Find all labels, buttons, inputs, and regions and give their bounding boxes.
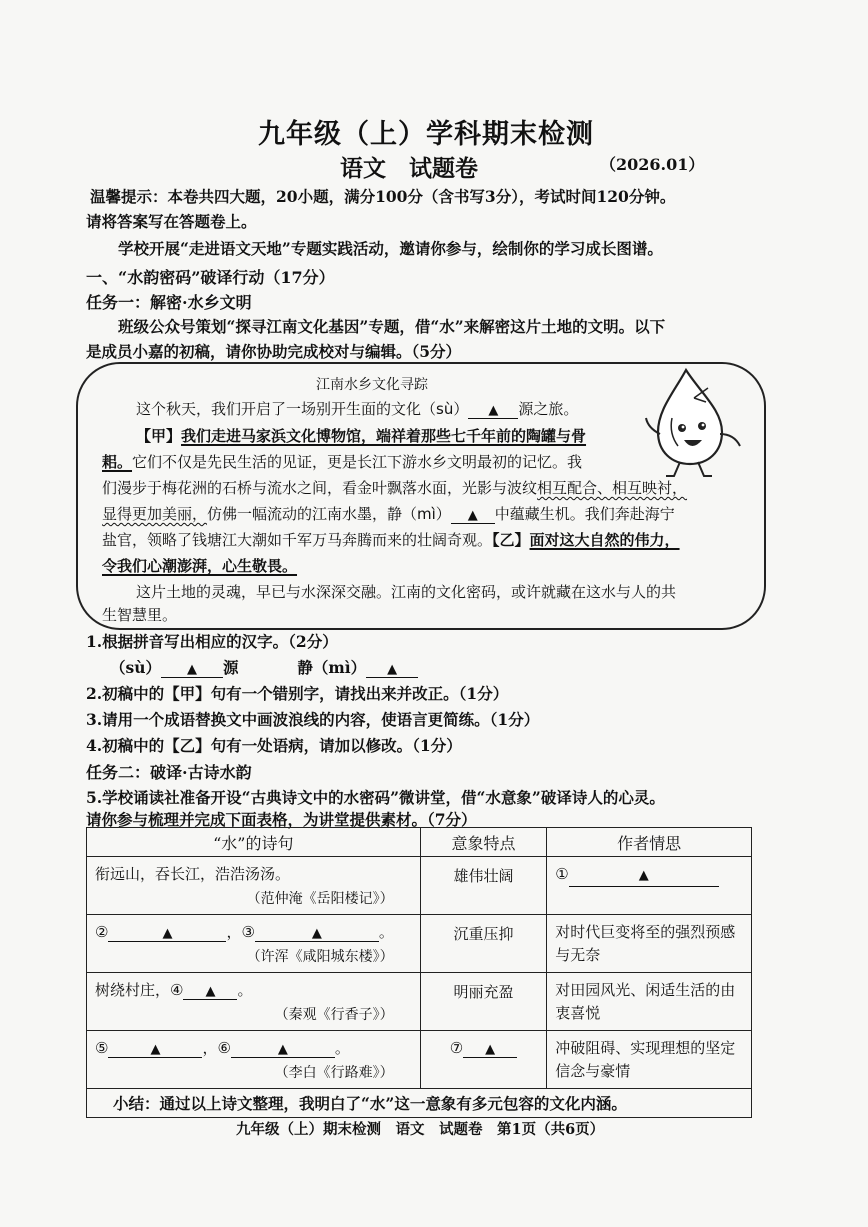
table-summary-row (87, 1089, 752, 1118)
task-1-heading: 任务一：解密·水乡文明 (86, 293, 252, 312)
poem-blanks-2-3: ② ▲ ，③ ▲ 。 (95, 923, 394, 941)
answer-blank-1 (569, 863, 719, 887)
draft-p3-text: 们漫步于梅花洲的石桥与流水之间，看金叶飘落水面，光影与波纹 (102, 479, 538, 497)
poem-cell (87, 915, 421, 973)
feature-cell (420, 973, 547, 1031)
mark-6: ⑥ (217, 1039, 231, 1057)
blank-su (468, 400, 518, 419)
feature-blank-7 (429, 1039, 539, 1058)
q1-blank-su (161, 658, 223, 678)
blank-mark: ▲ (187, 662, 197, 677)
draft-p4-text: 仿佛一幅流动的江南水墨，静（mì） (207, 505, 451, 523)
table-row (87, 1031, 752, 1089)
poem-table (86, 827, 752, 1118)
mark-5: ⑤ (95, 1039, 109, 1057)
table-row (87, 857, 752, 915)
mark-4: ④ (170, 981, 184, 999)
poem-source: （许浑《咸阳城东楼》） (246, 949, 394, 965)
feature-cell (420, 1031, 547, 1089)
table-row (87, 973, 752, 1031)
blank-mark: ▲ (311, 926, 322, 941)
blank-mark: ▲ (162, 926, 173, 941)
q1-blank-mi (366, 658, 418, 678)
table-header-emotion: 作者情思 (547, 828, 752, 857)
yi-label: 【乙】 (492, 531, 530, 549)
mark-3: ③ (241, 923, 255, 941)
table-header-feature: 意象特点 (420, 828, 547, 857)
draft-line-8: 这片土地的灵魂，早已与水深深交融。江南的文化密码，或许就藏在这水与人的共 (136, 583, 677, 601)
feature-cell (420, 915, 547, 973)
table-header-row (87, 828, 752, 857)
emotion-blank-1 (555, 863, 743, 887)
task-2-heading: 任务二：破译·古诗水韵 (86, 763, 252, 782)
task-1-desc-line-1: 班级公众号策划“探寻江南文化基因”专题，借“水”来解密这片土地的文明。以下 (118, 317, 666, 336)
answer-blank-7 (463, 1039, 517, 1058)
answer-blank-2 (108, 923, 226, 942)
jia-label: 【甲】 (136, 427, 182, 445)
draft-p5-text: 盐官，领略了钱塘江大潮如千军万马奔腾而来的壮阔奇观。 (102, 531, 493, 549)
poem-cell (87, 1031, 421, 1089)
q1-pinyin-mi: 静（mì） (297, 658, 367, 677)
table-header-poem: “水”的诗句 (87, 828, 421, 857)
blank-mark: ▲ (387, 662, 398, 677)
poem-source: （李白《行路难》） (274, 1065, 394, 1081)
answer-blank-4 (183, 981, 237, 1000)
question-5-line-2: 请你参与梳理并完成下面表格，为讲堂提供素材。（7分） (86, 810, 477, 829)
blank-mark: ▲ (277, 1042, 288, 1057)
task-1-desc-line-2: 是成员小嘉的初稿，请你协助完成校对与编辑。（5分） (86, 342, 462, 361)
blank-mark: ▲ (467, 508, 478, 523)
water-drop-mascot-icon (636, 362, 746, 480)
answer-blank-5 (108, 1039, 202, 1058)
feature-text: 明丽充盈 (453, 983, 514, 1001)
yi-sentence: 面对这大自然的伟力， (529, 531, 680, 549)
emotion-cell (547, 915, 752, 973)
section-1-heading: 一、“水韵密码”破译行动（17分） (86, 268, 335, 287)
feature-text: 沉重压抑 (453, 925, 514, 943)
poem-source: （范仲淹《岳阳楼记》） (246, 891, 394, 907)
question-4: 4.初稿中的【乙】句有一处语病，请加以修改。（1分） (86, 736, 462, 755)
question-5-line-1: 5.学校诵读社准备开设“古典诗文中的水密码”微讲堂，借“水意象”破译诗人的心灵。 (86, 788, 665, 807)
table-summary: 小结：通过以上诗文整理，我明白了“水”这一意象有多元包容的文化内涵。 (87, 1089, 752, 1118)
wavy-phrase-a: 相互配合、相互映衬， (537, 479, 688, 497)
emotion-text: 对时代巨变将至的强烈预感与无奈 (555, 923, 736, 964)
draft-line-4 (102, 477, 687, 498)
emotion-cell (547, 973, 752, 1031)
blank-mark: ▲ (150, 1042, 161, 1057)
draft-p2-text: 它们不仅是先民生活的见证，更是长江下游水乡文明最初的记忆。我 (132, 453, 583, 471)
draft-p4-end: 中蕴藏生机。我们奔赴海宁 (494, 505, 675, 523)
draft-line-5 (102, 503, 675, 524)
blank-mark: ▲ (638, 868, 649, 883)
poem-blanks-5-6: ⑤ ▲ ，⑥ ▲ 。 (95, 1039, 350, 1057)
jia-sentence: 我们走进马家浜文化博物馆，端祥着那些七千年前的陶罐与骨 (181, 427, 587, 445)
blank-mark: ▲ (205, 984, 216, 999)
emotion-text: 冲破阻碍、实现理想的坚定信念与豪情 (555, 1039, 736, 1080)
question-1: 1.根据拼音写出相应的汉字。（2分） (86, 632, 338, 651)
q1-pinyin-su: （sù） (110, 658, 161, 677)
q1-yuan: 源 (223, 658, 239, 677)
blank-mark: ▲ (485, 1042, 496, 1057)
draft-line-1 (136, 398, 578, 419)
notice-line-1: 温馨提示：本卷共四大题，20小题，满分100分（含书写3分），考试时间120分钟。 (90, 187, 676, 206)
feature-text: 雄伟壮阔 (453, 867, 514, 885)
jia-sentence-end: 耜。 (102, 453, 133, 471)
exam-title: 九年级（上）学科期末检测 (258, 119, 594, 150)
draft-line-9: 生智慧里。 (102, 606, 178, 624)
draft-title: 江南水乡文化寻踪 (316, 377, 428, 393)
emotion-cell (547, 857, 752, 915)
poem-cell (87, 973, 421, 1031)
yi-sentence-end: 令我们心潮澎湃，心生敬畏。 (102, 557, 298, 575)
question-2: 2.初稿中的【甲】句有一个错别字，请找出来并改正。（1分） (86, 684, 509, 703)
wavy-phrase-b: 显得更加美丽， (102, 505, 208, 523)
draft-line-6 (102, 529, 680, 550)
table-row (87, 915, 752, 973)
feature-cell (420, 857, 547, 915)
exam-date: （2026.01） (600, 155, 705, 174)
emotion-text: 对田园风光、闲适生活的由衷喜悦 (555, 981, 736, 1022)
mark-7: ⑦ (449, 1039, 464, 1057)
poem-source: （秦观《行香子》） (274, 1007, 394, 1023)
poem-blank-4: 树绕村庄，④ ▲ 。 (95, 981, 253, 999)
mark-2: ② (95, 923, 109, 941)
mark-1: ① (555, 865, 569, 883)
poem-text: 树绕村庄， (95, 981, 171, 999)
blank-mark: ▲ (488, 403, 499, 418)
page-footer: 九年级（上）期末检测 语文 试题卷 第1页（共6页） (236, 1121, 605, 1138)
poem-text: 衔远山，吞长江，浩浩汤汤。 (95, 865, 291, 883)
draft-p1-text: 这个秋天，我们开启了一场别开生面的文化（sù） (136, 400, 469, 418)
draft-line-3 (102, 451, 582, 472)
question-3: 3.请用一个成语替换文中画波浪线的内容，使语言更简练。（1分） (86, 710, 540, 729)
draft-line-2 (136, 425, 586, 446)
intro-text: 学校开展“走进语文天地”专题实践活动，邀请你参与，绘制你的学习成长图谱。 (118, 239, 663, 258)
blank-mi (451, 505, 495, 524)
draft-line-7 (102, 555, 297, 576)
answer-blank-6 (231, 1039, 335, 1058)
poem-cell (87, 857, 421, 915)
draft-p1-end: 源之旅。 (518, 400, 579, 418)
exam-subject: 语文 试题卷 (340, 155, 478, 182)
answer-blank-3 (255, 923, 379, 942)
question-1-blanks (110, 656, 418, 678)
notice-line-2: 请将答案写在答题卷上。 (86, 212, 257, 231)
emotion-cell (547, 1031, 752, 1089)
